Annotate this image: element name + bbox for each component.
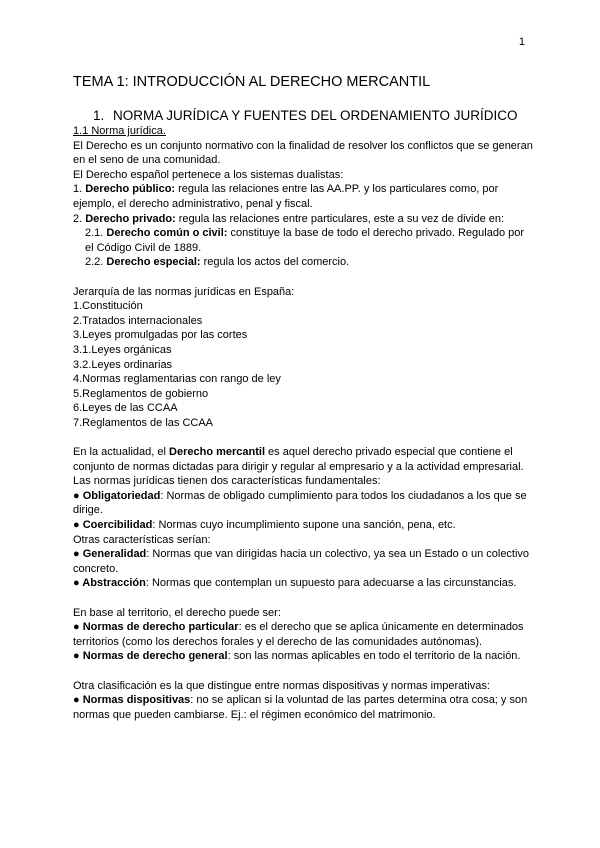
subsection-heading: 1.1 Norma jurídica. bbox=[73, 125, 166, 137]
list-item: 4.Normas reglamentarias con rango de ley bbox=[73, 373, 281, 386]
list-item: ● Abstracción: Normas que contemplan un supuesto para adecuarse a las circunstancias. bbox=[73, 577, 517, 590]
list-item: ● Generalidad: Normas que van dirigidas hacia un colectivo, ya sea un Estado o un colectivo concreto. bbox=[73, 548, 530, 575]
list-item: ● Normas de derecho general: son las normas aplicables en todo el territorio de la nación. bbox=[73, 650, 521, 663]
section-title: NORMA JURÍDICA Y FUENTES DEL ORDENAMIENTO JURÍDICO bbox=[113, 108, 518, 123]
list-item: 5.Reglamentos de gobierno bbox=[73, 387, 209, 400]
list-item: ● Normas dispositivas: no se aplican si la voluntad de las partes determina otra cosa; y son normas que pueden cambiarse. Ej.: el régimen económico del matrimonio. bbox=[73, 694, 528, 721]
list-item: 1.Constitución bbox=[73, 300, 143, 313]
paragraph: Otras características serían: bbox=[73, 533, 211, 546]
list-item: 7.Reglamentos de las CCAA bbox=[73, 416, 214, 429]
list-item: 6.Leyes de las CCAA bbox=[73, 402, 178, 415]
list-item: 2.Tratados internacionales bbox=[73, 314, 203, 327]
paragraph: En base al territorio, el derecho puede ser: bbox=[73, 606, 281, 619]
paragraph: En la actualidad, el Derecho mercantil es aquel derecho privado especial que contiene el conjunto de normas dictadas para dirigir y regular al empresario y a la actividad empresarial. bbox=[73, 446, 524, 473]
list-item: 2.2. Derecho especial: regula los actos del comercio. bbox=[85, 256, 350, 269]
list-item: 2.1. Derecho común o civil: constituye la base de todo el derecho privado. Regulado por el Código Civil de 1889. bbox=[85, 227, 525, 254]
list-item: ● Coercibilidad: Normas cuyo incumplimiento supone una sanción, pena, etc. bbox=[73, 519, 456, 532]
list-item: 3.2.Leyes ordinarias bbox=[73, 358, 173, 371]
document-body bbox=[73, 124, 533, 722]
paragraph: El Derecho es un conjunto normativo con la finalidad de resolver los conflictos que se generan en el seno de una comunidad. bbox=[73, 139, 533, 167]
section-heading bbox=[93, 108, 518, 123]
document-title: TEMA 1: INTRODUCCIÓN AL DERECHO MERCANTIL bbox=[73, 74, 431, 90]
paragraph: El Derecho español pertenece a los sistemas dualistas: bbox=[73, 168, 344, 181]
page-number: 1 bbox=[518, 36, 525, 48]
section-number: 1. bbox=[93, 108, 105, 123]
list-item: ● Normas de derecho particular: es el derecho que se aplica únicamente en determinados territorios (como los derechos forales y el derecho de las comunidades autónomas). bbox=[73, 621, 524, 648]
paragraph: Las normas jurídicas tienen dos características fundamentales: bbox=[73, 475, 381, 488]
list-item: 1. Derecho público: regula las relaciones entre las AA.PP. y los particulares como, por ejemplo, el derecho administrativo, penal y fiscal. bbox=[73, 183, 499, 210]
paragraph: Jerarquía de las normas jurídicas en España: bbox=[73, 285, 295, 298]
paragraph: Otra clasificación es la que distingue entre normas dispositivas y normas imperativas: bbox=[73, 679, 490, 692]
list-item: 3.Leyes promulgadas por las cortes bbox=[73, 329, 248, 342]
list-item: ● Obligatoriedad: Normas de obligado cumplimiento para todos los ciudadanos a los que se dirige. bbox=[73, 489, 527, 517]
list-item: 2. Derecho privado: regula las relaciones entre particulares, este a su vez de divide en: bbox=[73, 212, 505, 225]
list-item: 3.1.Leyes orgánicas bbox=[73, 343, 172, 356]
